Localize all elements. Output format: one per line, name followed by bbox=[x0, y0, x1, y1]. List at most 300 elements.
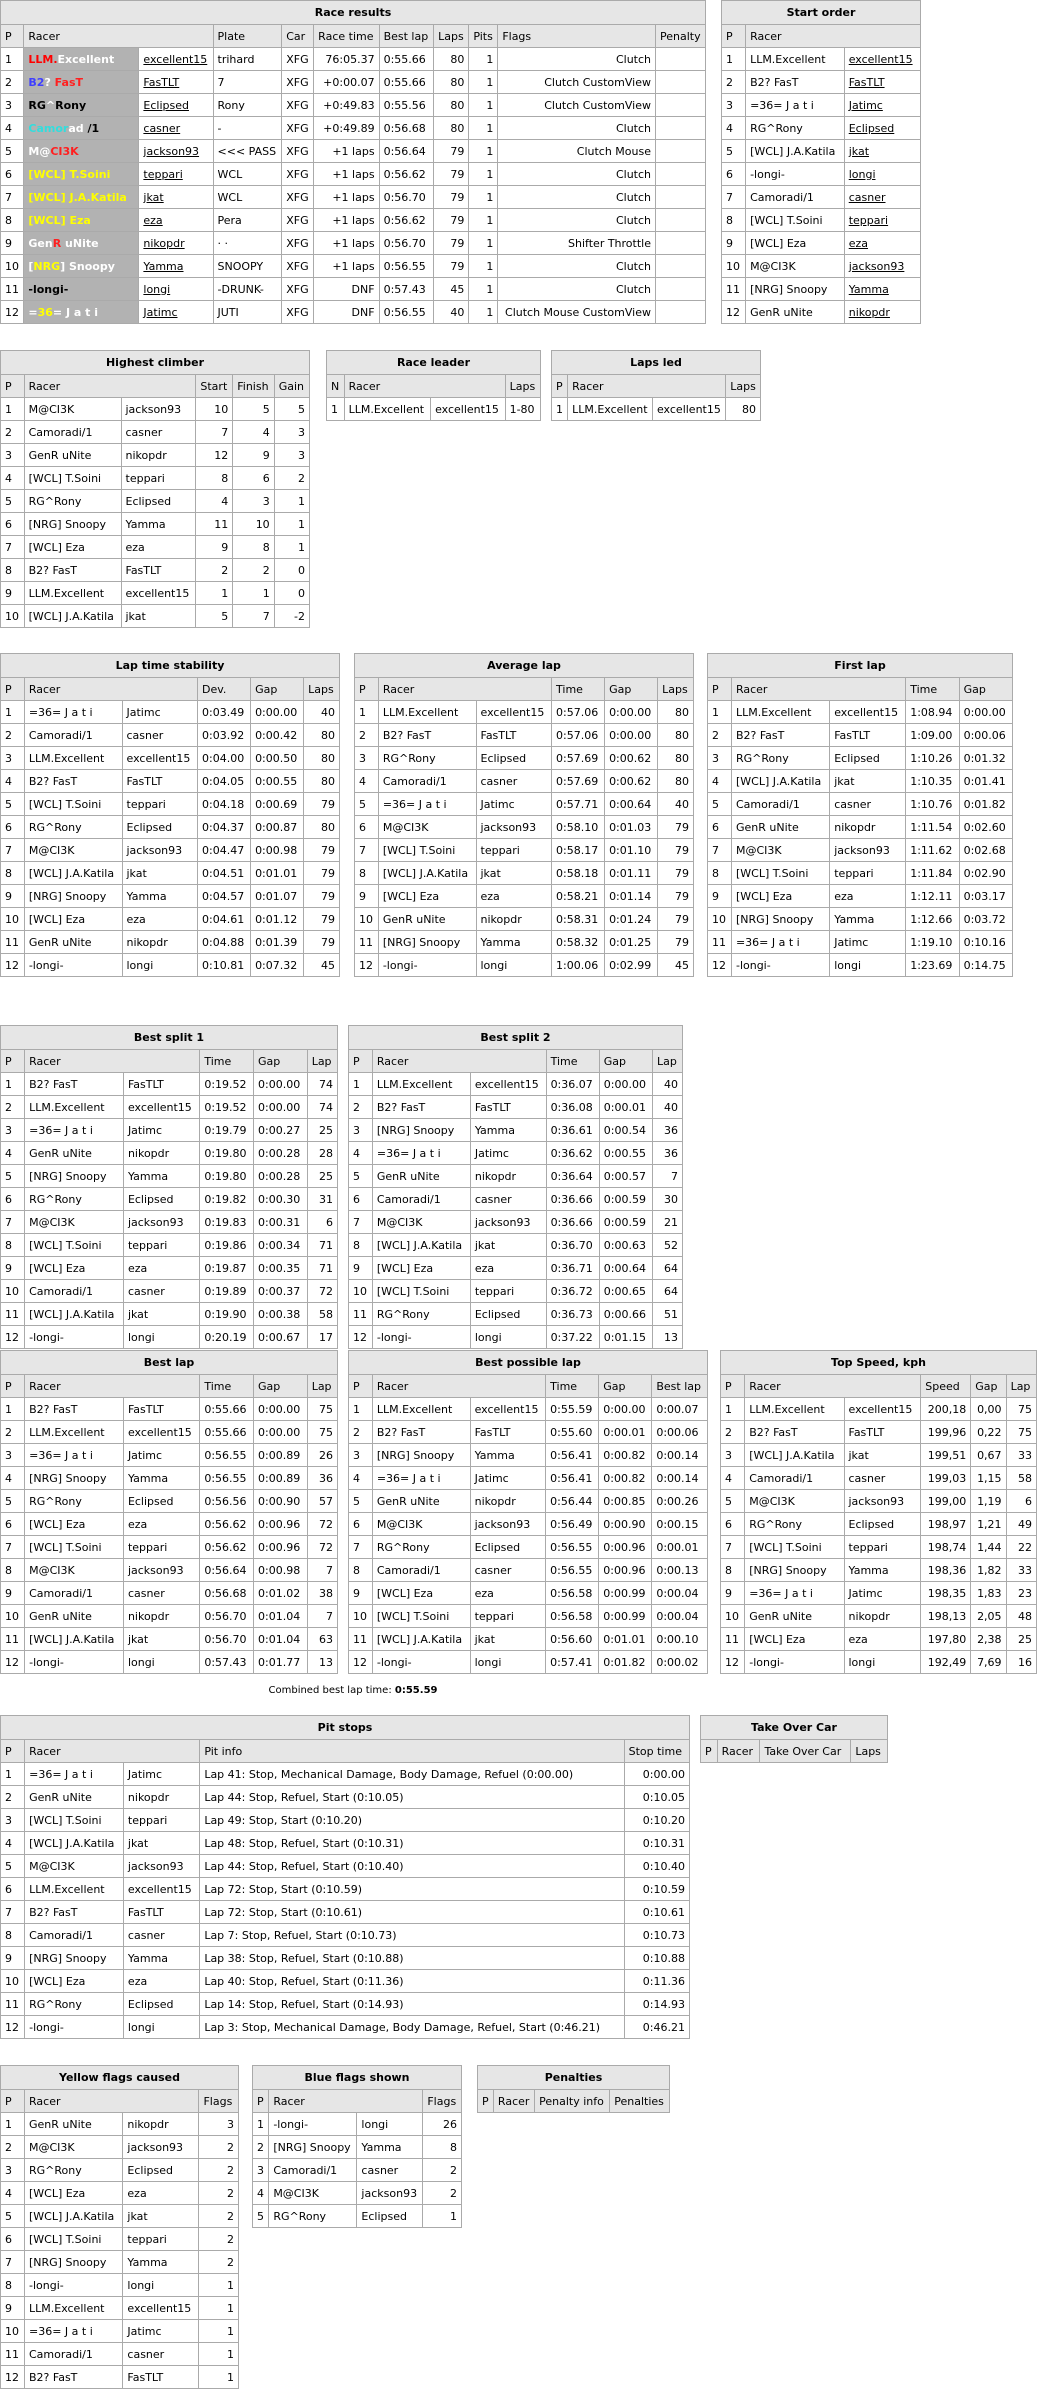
cell: 0:01.10 bbox=[605, 839, 658, 862]
cell: Lap 72: Stop, Start (0:10.59) bbox=[200, 1878, 624, 1901]
cell: [WCL] T.Soini bbox=[24, 793, 122, 816]
laps: 40 bbox=[434, 301, 469, 324]
table-row bbox=[708, 839, 1013, 862]
racer-name-part: NRG bbox=[33, 259, 61, 273]
cell: 0:19.52 bbox=[200, 1073, 254, 1096]
table-row bbox=[1, 1924, 690, 1947]
cell: 12 bbox=[1, 954, 25, 977]
cell: 0:04.61 bbox=[198, 908, 251, 931]
cell: Eclipsed bbox=[476, 747, 552, 770]
table-caption: Pit stops bbox=[1, 1716, 690, 1740]
cell: nikopdr bbox=[123, 1786, 199, 1809]
cell: 12 bbox=[349, 1326, 373, 1349]
cell: [WCL] J.A.Katila bbox=[24, 605, 121, 628]
cell: Yamma bbox=[476, 931, 552, 954]
table-row bbox=[1, 1188, 338, 1211]
table-row bbox=[1, 701, 340, 724]
cell: 33 bbox=[1006, 1559, 1036, 1582]
table-caption: Penalties bbox=[478, 2066, 670, 2090]
cell: 1 bbox=[274, 536, 309, 559]
cell: 8 bbox=[1, 1559, 25, 1582]
table-row bbox=[721, 1490, 1037, 1513]
column-header: Dev. bbox=[198, 678, 251, 701]
cell: jkat bbox=[470, 1234, 546, 1257]
table-row bbox=[1, 931, 340, 954]
column-header: Racer bbox=[372, 1050, 546, 1073]
racer-name-part: [WCL] J.A.Katila bbox=[28, 190, 127, 204]
cell: nikopdr bbox=[844, 1605, 921, 1628]
cell: 0 bbox=[274, 582, 309, 605]
cell: 0:01.41 bbox=[959, 770, 1012, 793]
position: 10 bbox=[1, 255, 24, 278]
table-row bbox=[349, 1605, 708, 1628]
cell: 7 bbox=[1, 1536, 25, 1559]
table-row bbox=[253, 2205, 462, 2228]
cell: FasTLT bbox=[123, 1398, 199, 1421]
racer-username[interactable]: FasTLT bbox=[844, 71, 920, 94]
cell: Lap 7: Stop, Refuel, Start (0:10.73) bbox=[200, 1924, 624, 1947]
column-header: P bbox=[1, 1375, 25, 1398]
table-row bbox=[1, 2297, 239, 2320]
cell: 5 bbox=[722, 140, 746, 163]
cell: 0:01.24 bbox=[605, 908, 658, 931]
table-row bbox=[1, 232, 706, 255]
cell: 0:56.56 bbox=[200, 1490, 254, 1513]
cell: 0:00.55 bbox=[251, 770, 304, 793]
cell: 80 bbox=[304, 747, 340, 770]
cell: 2 bbox=[708, 724, 732, 747]
table-row bbox=[1, 1234, 338, 1257]
racer-name-part: [ bbox=[28, 259, 34, 273]
racer-name-part: uNite bbox=[61, 236, 99, 250]
table-row bbox=[349, 1188, 683, 1211]
cell: 0:55.66 bbox=[200, 1421, 254, 1444]
cell: teppari bbox=[123, 1234, 199, 1257]
cell: 79 bbox=[658, 908, 694, 931]
cell: 63 bbox=[307, 1628, 337, 1651]
cell: Yamma bbox=[122, 885, 198, 908]
best-lap: 0:56.62 bbox=[379, 209, 434, 232]
cell: RG^Rony bbox=[25, 1993, 124, 2016]
cell: RG^Rony bbox=[269, 2205, 357, 2228]
cell: 10 bbox=[1, 2320, 25, 2343]
table-row bbox=[1, 1651, 338, 1674]
column-header: Lap bbox=[307, 1375, 337, 1398]
table-row bbox=[1, 1467, 338, 1490]
table-row bbox=[721, 1628, 1037, 1651]
table-row bbox=[1, 2343, 239, 2366]
column-header: Laps bbox=[505, 375, 540, 398]
table-row bbox=[708, 908, 1013, 931]
racer-username[interactable]: nikopdr bbox=[844, 301, 920, 324]
racer-username[interactable]: casner bbox=[139, 117, 213, 140]
cell: 0:00.27 bbox=[254, 1119, 308, 1142]
cell: 0:36.71 bbox=[546, 1257, 599, 1280]
cell: 0:00.01 bbox=[599, 1096, 652, 1119]
cell: 0:00.13 bbox=[652, 1559, 708, 1582]
cell: FasTLT bbox=[470, 1421, 546, 1444]
cell: 75 bbox=[1006, 1398, 1036, 1421]
racer-username[interactable]: eza bbox=[139, 209, 213, 232]
cell: 11 bbox=[349, 1628, 373, 1651]
racer-name-part: 36 bbox=[37, 305, 53, 319]
cell: LLM.Excellent bbox=[372, 1073, 470, 1096]
best-lap: 0:56.55 bbox=[379, 301, 434, 324]
table-row bbox=[1, 816, 340, 839]
cell: -longi- bbox=[745, 1651, 844, 1674]
cell: 0:00.89 bbox=[254, 1444, 308, 1467]
cell: [WCL] Eza bbox=[25, 2182, 123, 2205]
cell: 0:56.55 bbox=[200, 1467, 254, 1490]
table-row bbox=[349, 1326, 683, 1349]
cell: 1 bbox=[423, 2205, 462, 2228]
cell: [WCL] Eza bbox=[25, 1513, 124, 1536]
cell: 4 bbox=[1, 2182, 25, 2205]
pits: 1 bbox=[469, 255, 498, 278]
cell: 0:57.69 bbox=[552, 770, 605, 793]
table-row bbox=[1, 1119, 338, 1142]
table-row bbox=[1, 605, 310, 628]
cell: jkat bbox=[844, 1444, 921, 1467]
cell: excellent15 bbox=[652, 398, 725, 421]
cell: =36= J a t i bbox=[745, 1582, 844, 1605]
pits: 1 bbox=[469, 209, 498, 232]
table-row bbox=[355, 885, 694, 908]
cell: 3 bbox=[349, 1444, 373, 1467]
column-header: Gap bbox=[605, 678, 658, 701]
cell: longi bbox=[470, 1651, 546, 1674]
cell: -longi- bbox=[24, 954, 122, 977]
racer-username[interactable]: Yamma bbox=[844, 278, 920, 301]
cell: -longi- bbox=[746, 163, 845, 186]
cell: longi bbox=[123, 2274, 199, 2297]
cell: 0:00.35 bbox=[254, 1257, 308, 1280]
cell: 4 bbox=[253, 2182, 269, 2205]
cell: RG^Rony bbox=[746, 117, 845, 140]
car: XFG bbox=[282, 232, 314, 255]
table-row bbox=[722, 255, 921, 278]
car: XFG bbox=[282, 94, 314, 117]
cell: 10 bbox=[1, 1970, 25, 1993]
cell: 10 bbox=[722, 255, 746, 278]
cell: FasTLT bbox=[844, 1421, 921, 1444]
cell: FasTLT bbox=[470, 1096, 546, 1119]
column-header: Time bbox=[200, 1050, 254, 1073]
table-row bbox=[1, 278, 706, 301]
racer-username[interactable]: eza bbox=[844, 232, 920, 255]
cell: FasTLT bbox=[476, 724, 552, 747]
position: 6 bbox=[1, 163, 24, 186]
cell: 2 bbox=[233, 559, 274, 582]
cell: RG^Rony bbox=[745, 1513, 844, 1536]
cell: FasTLT bbox=[123, 1073, 199, 1096]
racer-username[interactable]: nikopdr bbox=[139, 232, 213, 255]
cell: [WCL] J.A.Katila bbox=[25, 1303, 124, 1326]
cell: 4 bbox=[1, 1467, 25, 1490]
cell: excellent15 bbox=[123, 1878, 199, 1901]
cell: Eclipsed bbox=[470, 1536, 546, 1559]
cell: 5 bbox=[1, 1855, 25, 1878]
table-row bbox=[708, 747, 1013, 770]
racer-username[interactable]: Jatimc bbox=[844, 94, 920, 117]
cell: -longi- bbox=[25, 1326, 124, 1349]
cell: 2 bbox=[199, 2251, 239, 2274]
column-header: Gap bbox=[959, 678, 1012, 701]
best-lap: 0:56.68 bbox=[379, 117, 434, 140]
cell: 0:19.80 bbox=[200, 1142, 254, 1165]
racer-username[interactable]: casner bbox=[844, 186, 920, 209]
cell: 0:00.00 bbox=[605, 724, 658, 747]
table-caption: Best lap bbox=[1, 1351, 338, 1375]
cell: 8 bbox=[1, 1924, 25, 1947]
column-header: P bbox=[708, 678, 732, 701]
column-header: P bbox=[349, 1375, 373, 1398]
racer-username[interactable]: excellent15 bbox=[139, 48, 213, 71]
cell: 1 bbox=[1, 1398, 25, 1421]
cell: 198,74 bbox=[921, 1536, 971, 1559]
cell: B2? FasT bbox=[25, 1398, 124, 1421]
cell: Eclipsed bbox=[357, 2205, 423, 2228]
cell: 1:19.10 bbox=[906, 931, 959, 954]
racer-name bbox=[24, 48, 139, 71]
cell: B2? FasT bbox=[378, 724, 476, 747]
racer-username[interactable]: jackson93 bbox=[844, 255, 920, 278]
cell: 0:00.31 bbox=[254, 1211, 308, 1234]
cell: 0:57.71 bbox=[552, 793, 605, 816]
table-row bbox=[1, 1211, 338, 1234]
cell: 3 bbox=[1, 1809, 25, 1832]
laps: 45 bbox=[434, 278, 469, 301]
racer-username[interactable]: jkat bbox=[139, 186, 213, 209]
cell: 75 bbox=[307, 1421, 337, 1444]
laps: 79 bbox=[434, 232, 469, 255]
cell: longi bbox=[470, 1326, 546, 1349]
cell: RG^Rony bbox=[372, 1303, 470, 1326]
cell: 2 bbox=[253, 2136, 269, 2159]
table-row bbox=[1, 140, 706, 163]
cell: 48 bbox=[1006, 1605, 1036, 1628]
cell: 10 bbox=[721, 1605, 745, 1628]
penalty bbox=[656, 71, 706, 94]
table-row bbox=[708, 885, 1013, 908]
cell: LLM.Excellent bbox=[25, 1421, 124, 1444]
penalty bbox=[656, 301, 706, 324]
cell: nikopdr bbox=[122, 931, 198, 954]
cell: -longi- bbox=[25, 2274, 123, 2297]
cell: 0:00.62 bbox=[605, 747, 658, 770]
table-row bbox=[1, 255, 706, 278]
cell: 3 bbox=[1, 444, 25, 467]
table-row bbox=[1, 793, 340, 816]
racer-username[interactable]: excellent15 bbox=[844, 48, 920, 71]
cell: 1 bbox=[199, 2366, 239, 2389]
laps: 79 bbox=[434, 209, 469, 232]
cell: 6 bbox=[722, 163, 746, 186]
table-row bbox=[1, 724, 340, 747]
table-row bbox=[1, 582, 310, 605]
racer-username[interactable]: jkat bbox=[844, 140, 920, 163]
table-row bbox=[721, 1536, 1037, 1559]
racer-username[interactable]: FasTLT bbox=[139, 71, 213, 94]
cell: 11 bbox=[722, 278, 746, 301]
column-header: Laps bbox=[726, 375, 761, 398]
cell: 4 bbox=[233, 421, 274, 444]
cell: 4 bbox=[1, 467, 25, 490]
cell: [WCL] T.Soini bbox=[746, 209, 845, 232]
pits: 1 bbox=[469, 301, 498, 324]
race-time: +1 laps bbox=[314, 163, 379, 186]
racer-username[interactable]: teppari bbox=[139, 163, 213, 186]
racer-username[interactable]: longi bbox=[844, 163, 920, 186]
cell: 11 bbox=[1, 1628, 25, 1651]
cell: Eclipsed bbox=[123, 1490, 199, 1513]
column-header: Laps bbox=[851, 1740, 888, 1763]
cell: 0:37.22 bbox=[546, 1326, 599, 1349]
table-row bbox=[1, 954, 340, 977]
cell: [WCL] J.A.Katila bbox=[372, 1234, 470, 1257]
cell: 1:11.84 bbox=[906, 862, 959, 885]
racer-username[interactable]: jackson93 bbox=[139, 140, 213, 163]
table-row bbox=[1, 1096, 338, 1119]
cell: 0:58.17 bbox=[552, 839, 605, 862]
cell: =36= J a t i bbox=[25, 1763, 124, 1786]
car: XFG bbox=[282, 278, 314, 301]
cell: FasTLT bbox=[123, 1901, 199, 1924]
column-header: Finish bbox=[233, 375, 274, 398]
cell: Eclipsed bbox=[122, 816, 198, 839]
cell: 8 bbox=[1, 1234, 25, 1257]
cell: Yamma bbox=[470, 1119, 546, 1142]
cell: casner bbox=[470, 1559, 546, 1582]
cell: -longi- bbox=[372, 1326, 470, 1349]
cell: 38 bbox=[307, 1582, 337, 1605]
cell: 64 bbox=[652, 1257, 682, 1280]
cell: Camoradi/1 bbox=[269, 2159, 357, 2182]
cell: 4 bbox=[349, 1467, 373, 1490]
cell: 0:56.62 bbox=[200, 1513, 254, 1536]
column-header: P bbox=[1, 678, 25, 701]
cell: 4 bbox=[355, 770, 379, 793]
cell: 0:04.00 bbox=[198, 747, 251, 770]
cell: 1-80 bbox=[505, 398, 540, 421]
cell: 1 bbox=[199, 2297, 239, 2320]
cell: Eclipsed bbox=[123, 2159, 199, 2182]
column-header: Racer bbox=[731, 678, 905, 701]
cell: 192,49 bbox=[921, 1651, 971, 1674]
cell: 0:36.73 bbox=[546, 1303, 599, 1326]
cell: 8 bbox=[1, 2274, 25, 2297]
race-time: +1 laps bbox=[314, 140, 379, 163]
cell: B2? FasT bbox=[24, 770, 122, 793]
cell: 25 bbox=[307, 1119, 337, 1142]
cell: 1:23.69 bbox=[906, 954, 959, 977]
cell: GenR uNite bbox=[25, 2113, 123, 2136]
cell: 9 bbox=[1, 582, 25, 605]
cell: [WCL] T.Soini bbox=[745, 1536, 844, 1559]
flags: Clutch Mouse bbox=[498, 140, 656, 163]
cell: jackson93 bbox=[844, 1490, 921, 1513]
cell: 1 bbox=[196, 582, 233, 605]
racer-username[interactable]: Eclipsed bbox=[844, 117, 920, 140]
cell: 33 bbox=[1006, 1444, 1036, 1467]
cell: RG^Rony bbox=[731, 747, 829, 770]
cell: 11 bbox=[196, 513, 233, 536]
cell: 7 bbox=[349, 1211, 373, 1234]
table-caption: Best split 1 bbox=[1, 1026, 338, 1050]
table-row bbox=[722, 278, 921, 301]
racer-username[interactable]: longi bbox=[139, 278, 213, 301]
cell: 9 bbox=[1, 1582, 25, 1605]
racer-username[interactable]: Yamma bbox=[139, 255, 213, 278]
table-row bbox=[355, 954, 694, 977]
plate: Rony bbox=[213, 94, 282, 117]
cell: 3 bbox=[722, 94, 746, 117]
table-row bbox=[355, 908, 694, 931]
cell: 74 bbox=[307, 1073, 337, 1096]
cell: 0:57.41 bbox=[546, 1651, 599, 1674]
cell: 80 bbox=[304, 816, 340, 839]
cell: 6 bbox=[708, 816, 732, 839]
cell: 9 bbox=[722, 232, 746, 255]
cell: LLM.Excellent bbox=[25, 2297, 123, 2320]
racer-username[interactable]: Eclipsed bbox=[139, 94, 213, 117]
column-header: Racer bbox=[372, 1375, 545, 1398]
cell: 0:00.85 bbox=[599, 1490, 652, 1513]
race-time: DNF bbox=[314, 301, 379, 324]
cell: 51 bbox=[652, 1303, 682, 1326]
cell: teppari bbox=[844, 1536, 921, 1559]
cell: 2 bbox=[1, 2136, 25, 2159]
column-header: Laps bbox=[304, 678, 340, 701]
cell: 0:56.62 bbox=[200, 1536, 254, 1559]
pits: 1 bbox=[469, 94, 498, 117]
cell: 0:03.72 bbox=[959, 908, 1012, 931]
cell: longi bbox=[122, 954, 198, 977]
table-row bbox=[1, 1628, 338, 1651]
cell: 2 bbox=[199, 2159, 239, 2182]
cell: jackson93 bbox=[123, 1211, 199, 1234]
column-header: Gap bbox=[971, 1375, 1006, 1398]
penalty bbox=[656, 48, 706, 71]
cell: 12 bbox=[1, 1326, 25, 1349]
table-row bbox=[349, 1073, 683, 1096]
cell: 0:00.14 bbox=[652, 1467, 708, 1490]
cell: jkat bbox=[121, 605, 196, 628]
cell: jackson93 bbox=[123, 1855, 199, 1878]
cell: casner bbox=[121, 421, 196, 444]
cell: 2,38 bbox=[971, 1628, 1006, 1651]
cell: jackson93 bbox=[123, 1559, 199, 1582]
table-row bbox=[1, 398, 310, 421]
cell: eza bbox=[470, 1257, 546, 1280]
cell: 0:10.16 bbox=[959, 931, 1012, 954]
cell: Lap 44: Stop, Refuel, Start (0:10.05) bbox=[200, 1786, 624, 1809]
table-row bbox=[1, 1763, 690, 1786]
cell: 2 bbox=[274, 467, 309, 490]
table-row bbox=[349, 1651, 708, 1674]
table-row bbox=[355, 839, 694, 862]
table-caption: Lap time stability bbox=[1, 654, 340, 678]
position: 3 bbox=[1, 94, 24, 117]
cell: 0:56.58 bbox=[546, 1582, 599, 1605]
cell: 0:00.04 bbox=[652, 1582, 708, 1605]
cell: 0:00.15 bbox=[652, 1513, 708, 1536]
racer-username[interactable]: Jatimc bbox=[139, 301, 213, 324]
racer-username[interactable]: teppari bbox=[844, 209, 920, 232]
cell: 1:11.54 bbox=[906, 816, 959, 839]
cell: 0:00.00 bbox=[599, 1398, 652, 1421]
cell: 0:11.36 bbox=[624, 1970, 689, 1993]
